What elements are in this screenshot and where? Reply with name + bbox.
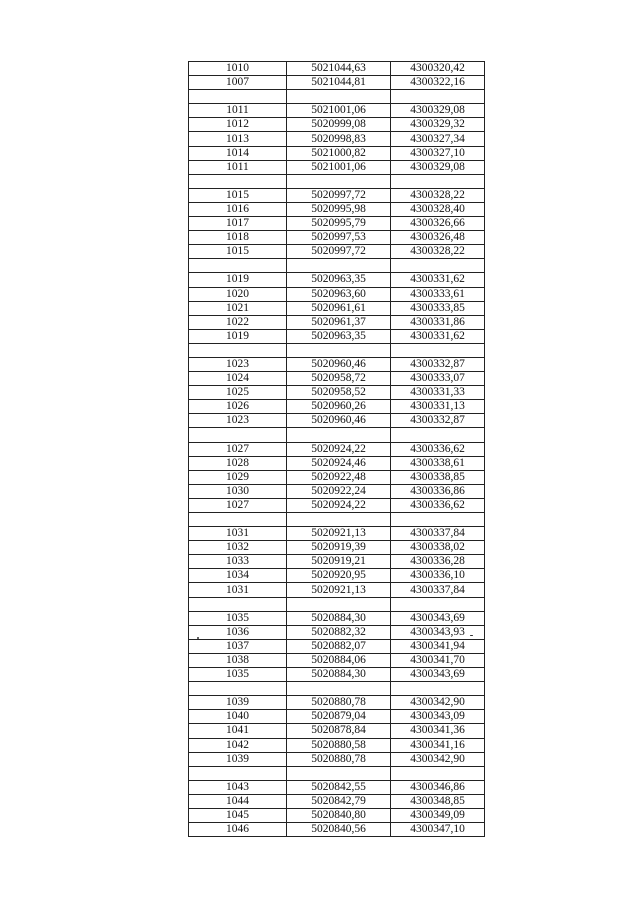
coordinates-table-body xyxy=(189,62,485,837)
y-coordinate-cell: 4300331,86 xyxy=(391,315,485,329)
table-row xyxy=(189,752,485,766)
y-coordinate-cell: 4300343,09 xyxy=(391,710,485,724)
point-number-cell: 1007 xyxy=(189,76,287,90)
point-number-cell: 1020 xyxy=(189,287,287,301)
point-number-cell: 1041 xyxy=(189,724,287,738)
x-coordinate-cell xyxy=(287,343,391,357)
y-coordinate-cell xyxy=(391,343,485,357)
table-row xyxy=(189,583,485,597)
table-row xyxy=(189,653,485,667)
x-coordinate-cell: 5020922,24 xyxy=(287,484,391,498)
y-coordinate-cell: 4300333,07 xyxy=(391,372,485,386)
table-row xyxy=(189,329,485,343)
x-coordinate-cell: 5020879,04 xyxy=(287,710,391,724)
point-number-cell: 1010 xyxy=(189,62,287,76)
x-coordinate-cell: 5020880,58 xyxy=(287,738,391,752)
table-row xyxy=(189,456,485,470)
y-coordinate-cell: 4300332,87 xyxy=(391,414,485,428)
x-coordinate-cell: 5020997,53 xyxy=(287,231,391,245)
point-number-cell xyxy=(189,343,287,357)
x-coordinate-cell: 5020884,30 xyxy=(287,611,391,625)
x-coordinate-cell: 5020840,56 xyxy=(287,823,391,837)
x-coordinate-cell xyxy=(287,90,391,104)
y-coordinate-cell: 4300342,90 xyxy=(391,752,485,766)
table-row xyxy=(189,104,485,118)
y-coordinate-cell xyxy=(391,682,485,696)
y-coordinate-cell: 4300331,13 xyxy=(391,400,485,414)
point-number-cell: 1043 xyxy=(189,780,287,794)
table-row xyxy=(189,414,485,428)
x-coordinate-cell: 5020880,78 xyxy=(287,752,391,766)
x-coordinate-cell: 5020960,26 xyxy=(287,400,391,414)
blank-separator-row xyxy=(189,513,485,527)
x-coordinate-cell: 5020958,52 xyxy=(287,386,391,400)
point-number-cell xyxy=(189,428,287,442)
x-coordinate-cell: 5021044,81 xyxy=(287,76,391,90)
y-coordinate-cell xyxy=(391,174,485,188)
table-row xyxy=(189,724,485,738)
blank-separator-row xyxy=(189,597,485,611)
point-number-cell: 1015 xyxy=(189,245,287,259)
table-row xyxy=(189,188,485,202)
table-row xyxy=(189,386,485,400)
table-row xyxy=(189,287,485,301)
x-coordinate-cell: 5020961,61 xyxy=(287,301,391,315)
point-number-cell: 1027 xyxy=(189,442,287,456)
blank-separator-row xyxy=(189,259,485,273)
point-number-cell: 1033 xyxy=(189,555,287,569)
point-number-cell: 1046 xyxy=(189,823,287,837)
y-coordinate-cell: 4300327,10 xyxy=(391,146,485,160)
point-number-cell xyxy=(189,513,287,527)
point-number-cell xyxy=(189,90,287,104)
x-coordinate-cell: 5021044,63 xyxy=(287,62,391,76)
x-coordinate-cell: 5020921,13 xyxy=(287,583,391,597)
x-coordinate-cell: 5020840,80 xyxy=(287,808,391,822)
table-row xyxy=(189,569,485,583)
table-row xyxy=(189,780,485,794)
point-number-cell xyxy=(189,766,287,780)
x-coordinate-cell: 5020958,72 xyxy=(287,372,391,386)
x-coordinate-cell: 5020880,78 xyxy=(287,696,391,710)
point-number-cell: 1019 xyxy=(189,329,287,343)
point-number-cell: 1030 xyxy=(189,484,287,498)
table-row xyxy=(189,484,485,498)
x-coordinate-cell: 5020882,32 xyxy=(287,625,391,639)
y-coordinate-cell: 4300343,93 xyxy=(391,625,485,639)
table-row xyxy=(189,442,485,456)
point-number-cell: 1039 xyxy=(189,752,287,766)
x-coordinate-cell: 5020960,46 xyxy=(287,357,391,371)
x-coordinate-cell: 5020995,79 xyxy=(287,217,391,231)
point-number-cell: 1042 xyxy=(189,738,287,752)
table-row xyxy=(189,541,485,555)
y-coordinate-cell xyxy=(391,513,485,527)
y-coordinate-cell: 4300342,90 xyxy=(391,696,485,710)
table-row xyxy=(189,146,485,160)
y-coordinate-cell xyxy=(391,597,485,611)
table-row xyxy=(189,808,485,822)
y-coordinate-cell: 4300336,28 xyxy=(391,555,485,569)
y-coordinate-cell: 4300346,86 xyxy=(391,780,485,794)
y-coordinate-cell: 4300337,84 xyxy=(391,583,485,597)
y-coordinate-cell: 4300341,16 xyxy=(391,738,485,752)
table-row xyxy=(189,470,485,484)
point-number-cell: 1027 xyxy=(189,498,287,512)
y-coordinate-cell: 4300336,86 xyxy=(391,484,485,498)
x-coordinate-cell: 5020999,08 xyxy=(287,118,391,132)
point-number-cell xyxy=(189,174,287,188)
x-coordinate-cell: 5020842,79 xyxy=(287,794,391,808)
table-row xyxy=(189,555,485,569)
y-coordinate-cell: 4300333,85 xyxy=(391,301,485,315)
x-coordinate-cell: 5021001,06 xyxy=(287,160,391,174)
x-coordinate-cell: 5020922,48 xyxy=(287,470,391,484)
y-coordinate-cell: 4300328,22 xyxy=(391,188,485,202)
table-row xyxy=(189,639,485,653)
point-number-cell: 1015 xyxy=(189,188,287,202)
x-coordinate-cell: 5020961,37 xyxy=(287,315,391,329)
y-coordinate-cell: 4300329,32 xyxy=(391,118,485,132)
point-number-cell: 1019 xyxy=(189,273,287,287)
blank-separator-row xyxy=(189,90,485,104)
scan-speck xyxy=(470,635,473,636)
x-coordinate-cell xyxy=(287,174,391,188)
x-coordinate-cell: 5020997,72 xyxy=(287,188,391,202)
y-coordinate-cell: 4300341,36 xyxy=(391,724,485,738)
x-coordinate-cell xyxy=(287,597,391,611)
y-coordinate-cell: 4300328,40 xyxy=(391,202,485,216)
x-coordinate-cell: 5020963,35 xyxy=(287,273,391,287)
point-number-cell: 1034 xyxy=(189,569,287,583)
y-coordinate-cell: 4300338,85 xyxy=(391,470,485,484)
y-coordinate-cell: 4300338,02 xyxy=(391,541,485,555)
table-row xyxy=(189,668,485,682)
point-number-cell: 1018 xyxy=(189,231,287,245)
point-number-cell: 1014 xyxy=(189,146,287,160)
table-row xyxy=(189,132,485,146)
y-coordinate-cell: 4300326,48 xyxy=(391,231,485,245)
blank-separator-row xyxy=(189,428,485,442)
y-coordinate-cell: 4300331,62 xyxy=(391,273,485,287)
table-row xyxy=(189,62,485,76)
x-coordinate-cell: 5021000,82 xyxy=(287,146,391,160)
y-coordinate-cell: 4300322,16 xyxy=(391,76,485,90)
y-coordinate-cell: 4300347,10 xyxy=(391,823,485,837)
x-coordinate-cell: 5020997,72 xyxy=(287,245,391,259)
point-number-cell: 1039 xyxy=(189,696,287,710)
y-coordinate-cell: 4300327,34 xyxy=(391,132,485,146)
table-row xyxy=(189,696,485,710)
x-coordinate-cell: 5020960,46 xyxy=(287,414,391,428)
x-coordinate-cell xyxy=(287,428,391,442)
x-coordinate-cell: 5020842,55 xyxy=(287,780,391,794)
x-coordinate-cell xyxy=(287,513,391,527)
point-number-cell: 1037 xyxy=(189,639,287,653)
point-number-cell: 1011 xyxy=(189,160,287,174)
y-coordinate-cell: 4300328,22 xyxy=(391,245,485,259)
y-coordinate-cell: 4300348,85 xyxy=(391,794,485,808)
point-number-cell: 1031 xyxy=(189,583,287,597)
blank-separator-row xyxy=(189,343,485,357)
table-row xyxy=(189,357,485,371)
y-coordinate-cell: 4300333,61 xyxy=(391,287,485,301)
table-row xyxy=(189,710,485,724)
table-row xyxy=(189,527,485,541)
coordinates-table xyxy=(188,61,485,837)
y-coordinate-cell xyxy=(391,259,485,273)
x-coordinate-cell: 5020963,60 xyxy=(287,287,391,301)
point-number-cell xyxy=(189,597,287,611)
y-coordinate-cell: 4300336,62 xyxy=(391,442,485,456)
point-number-cell: 1013 xyxy=(189,132,287,146)
x-coordinate-cell: 5020924,22 xyxy=(287,442,391,456)
y-coordinate-cell: 4300341,94 xyxy=(391,639,485,653)
y-coordinate-cell: 4300338,61 xyxy=(391,456,485,470)
y-coordinate-cell: 4300331,33 xyxy=(391,386,485,400)
point-number-cell: 1024 xyxy=(189,372,287,386)
table-row xyxy=(189,245,485,259)
point-number-cell: 1011 xyxy=(189,104,287,118)
x-coordinate-cell: 5020919,21 xyxy=(287,555,391,569)
point-number-cell: 1025 xyxy=(189,386,287,400)
point-number-cell: 1022 xyxy=(189,315,287,329)
blank-separator-row xyxy=(189,174,485,188)
y-coordinate-cell: 4300336,10 xyxy=(391,569,485,583)
point-number-cell: 1036 xyxy=(189,625,287,639)
point-number-cell: 1032 xyxy=(189,541,287,555)
y-coordinate-cell: 4300329,08 xyxy=(391,160,485,174)
table-row xyxy=(189,217,485,231)
table-row xyxy=(189,315,485,329)
y-coordinate-cell: 4300332,87 xyxy=(391,357,485,371)
x-coordinate-cell: 5020924,22 xyxy=(287,498,391,512)
point-number-cell: 1017 xyxy=(189,217,287,231)
blank-separator-row xyxy=(189,766,485,780)
x-coordinate-cell: 5020884,06 xyxy=(287,653,391,667)
x-coordinate-cell: 5020924,46 xyxy=(287,456,391,470)
y-coordinate-cell: 4300336,62 xyxy=(391,498,485,512)
y-coordinate-cell: 4300337,84 xyxy=(391,527,485,541)
point-number-cell: 1044 xyxy=(189,794,287,808)
x-coordinate-cell xyxy=(287,259,391,273)
table-row xyxy=(189,625,485,639)
y-coordinate-cell: 4300341,70 xyxy=(391,653,485,667)
y-coordinate-cell: 4300320,42 xyxy=(391,62,485,76)
table-row xyxy=(189,202,485,216)
point-number-cell: 1035 xyxy=(189,611,287,625)
point-number-cell: 1045 xyxy=(189,808,287,822)
x-coordinate-cell: 5020882,07 xyxy=(287,639,391,653)
x-coordinate-cell: 5020998,83 xyxy=(287,132,391,146)
y-coordinate-cell: 4300343,69 xyxy=(391,668,485,682)
x-coordinate-cell: 5020921,13 xyxy=(287,527,391,541)
x-coordinate-cell: 5020878,84 xyxy=(287,724,391,738)
table-row xyxy=(189,372,485,386)
point-number-cell: 1029 xyxy=(189,470,287,484)
x-coordinate-cell: 5020884,30 xyxy=(287,668,391,682)
table-row xyxy=(189,400,485,414)
point-number-cell: 1021 xyxy=(189,301,287,315)
x-coordinate-cell: 5020920,95 xyxy=(287,569,391,583)
point-number-cell: 1016 xyxy=(189,202,287,216)
table-row xyxy=(189,76,485,90)
point-number-cell: 1038 xyxy=(189,653,287,667)
table-row xyxy=(189,498,485,512)
point-number-cell: 1023 xyxy=(189,414,287,428)
x-coordinate-cell xyxy=(287,682,391,696)
y-coordinate-cell: 4300329,08 xyxy=(391,104,485,118)
point-number-cell: 1026 xyxy=(189,400,287,414)
table-row xyxy=(189,823,485,837)
y-coordinate-cell xyxy=(391,90,485,104)
y-coordinate-cell: 4300343,69 xyxy=(391,611,485,625)
table-row xyxy=(189,301,485,315)
y-coordinate-cell: 4300326,66 xyxy=(391,217,485,231)
y-coordinate-cell: 4300349,09 xyxy=(391,808,485,822)
table-row xyxy=(189,794,485,808)
y-coordinate-cell: 4300331,62 xyxy=(391,329,485,343)
x-coordinate-cell: 5020995,98 xyxy=(287,202,391,216)
table-row xyxy=(189,738,485,752)
point-number-cell xyxy=(189,682,287,696)
point-number-cell: 1031 xyxy=(189,527,287,541)
table-row xyxy=(189,118,485,132)
x-coordinate-cell xyxy=(287,766,391,780)
x-coordinate-cell: 5020919,39 xyxy=(287,541,391,555)
table-row xyxy=(189,611,485,625)
table-row xyxy=(189,160,485,174)
x-coordinate-cell: 5021001,06 xyxy=(287,104,391,118)
point-number-cell: 1028 xyxy=(189,456,287,470)
x-coordinate-cell: 5020963,35 xyxy=(287,329,391,343)
table-row xyxy=(189,231,485,245)
y-coordinate-cell xyxy=(391,428,485,442)
scan-speck xyxy=(197,637,199,639)
blank-separator-row xyxy=(189,682,485,696)
point-number-cell: 1040 xyxy=(189,710,287,724)
point-number-cell xyxy=(189,259,287,273)
point-number-cell: 1035 xyxy=(189,668,287,682)
y-coordinate-cell xyxy=(391,766,485,780)
point-number-cell: 1012 xyxy=(189,118,287,132)
table-row xyxy=(189,273,485,287)
point-number-cell: 1023 xyxy=(189,357,287,371)
